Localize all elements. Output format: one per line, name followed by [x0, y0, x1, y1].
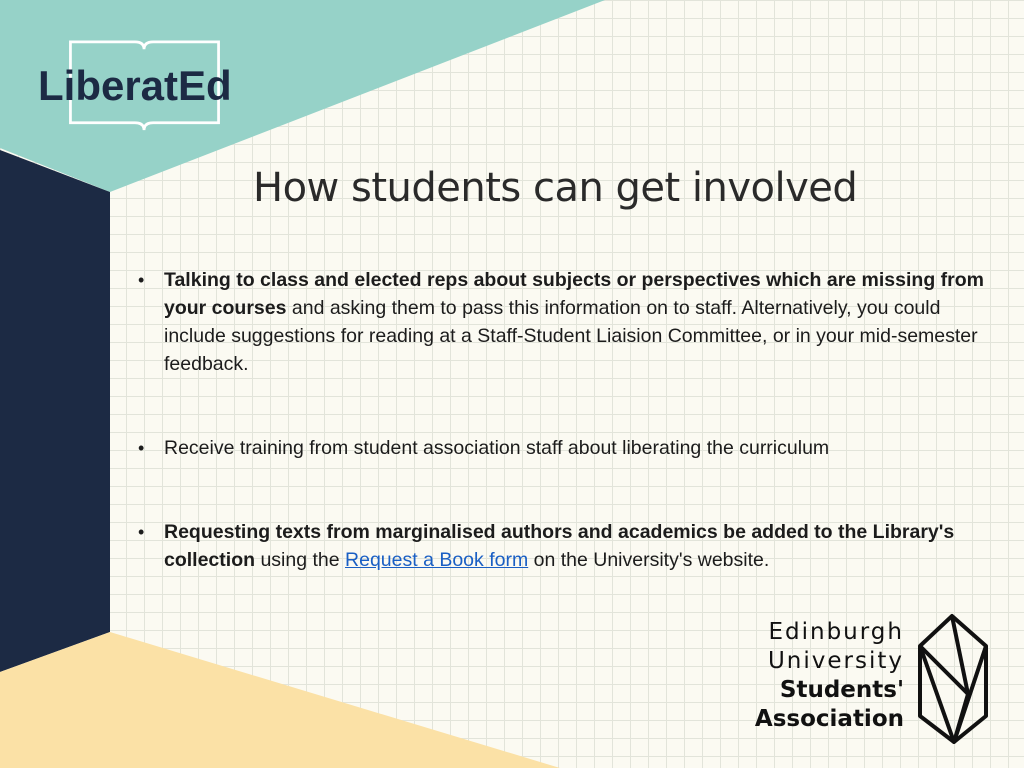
bullet-marker: •	[138, 522, 145, 542]
list-item	[138, 518, 998, 574]
bullet-text: and asking them to pass this information on to staff. Alternatively, you could include suggestions for reading at a Staff-Student Liaision Committee, or in your mid-semester feedback.	[164, 297, 978, 375]
bullet-bold-text: Requesting texts from marginalised authors and academics be added to the Library's collection	[164, 521, 955, 571]
bullet-list	[138, 266, 998, 574]
eusa-logo-text	[748, 618, 904, 734]
list-item	[138, 266, 998, 378]
eusa-crystal-icon	[916, 612, 990, 746]
bullet-marker: •	[138, 270, 145, 290]
request-a-book-link[interactable]: Request a Book form	[345, 549, 529, 571]
list-item	[138, 434, 998, 462]
slide-title: How students can get involved	[253, 165, 858, 211]
bullet-marker: •	[138, 438, 145, 458]
eusa-line-4: Association	[754, 706, 904, 732]
bullet-bold-text: Talking to class and elected reps about subjects or perspectives which are missing from your courses	[164, 269, 984, 319]
bullet-text: using the	[255, 549, 346, 571]
logo-text: LiberatEd	[38, 62, 232, 109]
eusa-line-2: University	[767, 648, 904, 674]
navy-shape	[0, 150, 110, 672]
eusa-line-1: Edinburgh	[768, 619, 904, 645]
eusa-line-3: Students'	[779, 677, 904, 703]
bullet-text: on the University's website.	[528, 549, 770, 571]
bullet-text: Receive training from student association staff about liberating the curriculum	[164, 437, 830, 459]
yellow-shape	[0, 632, 560, 768]
